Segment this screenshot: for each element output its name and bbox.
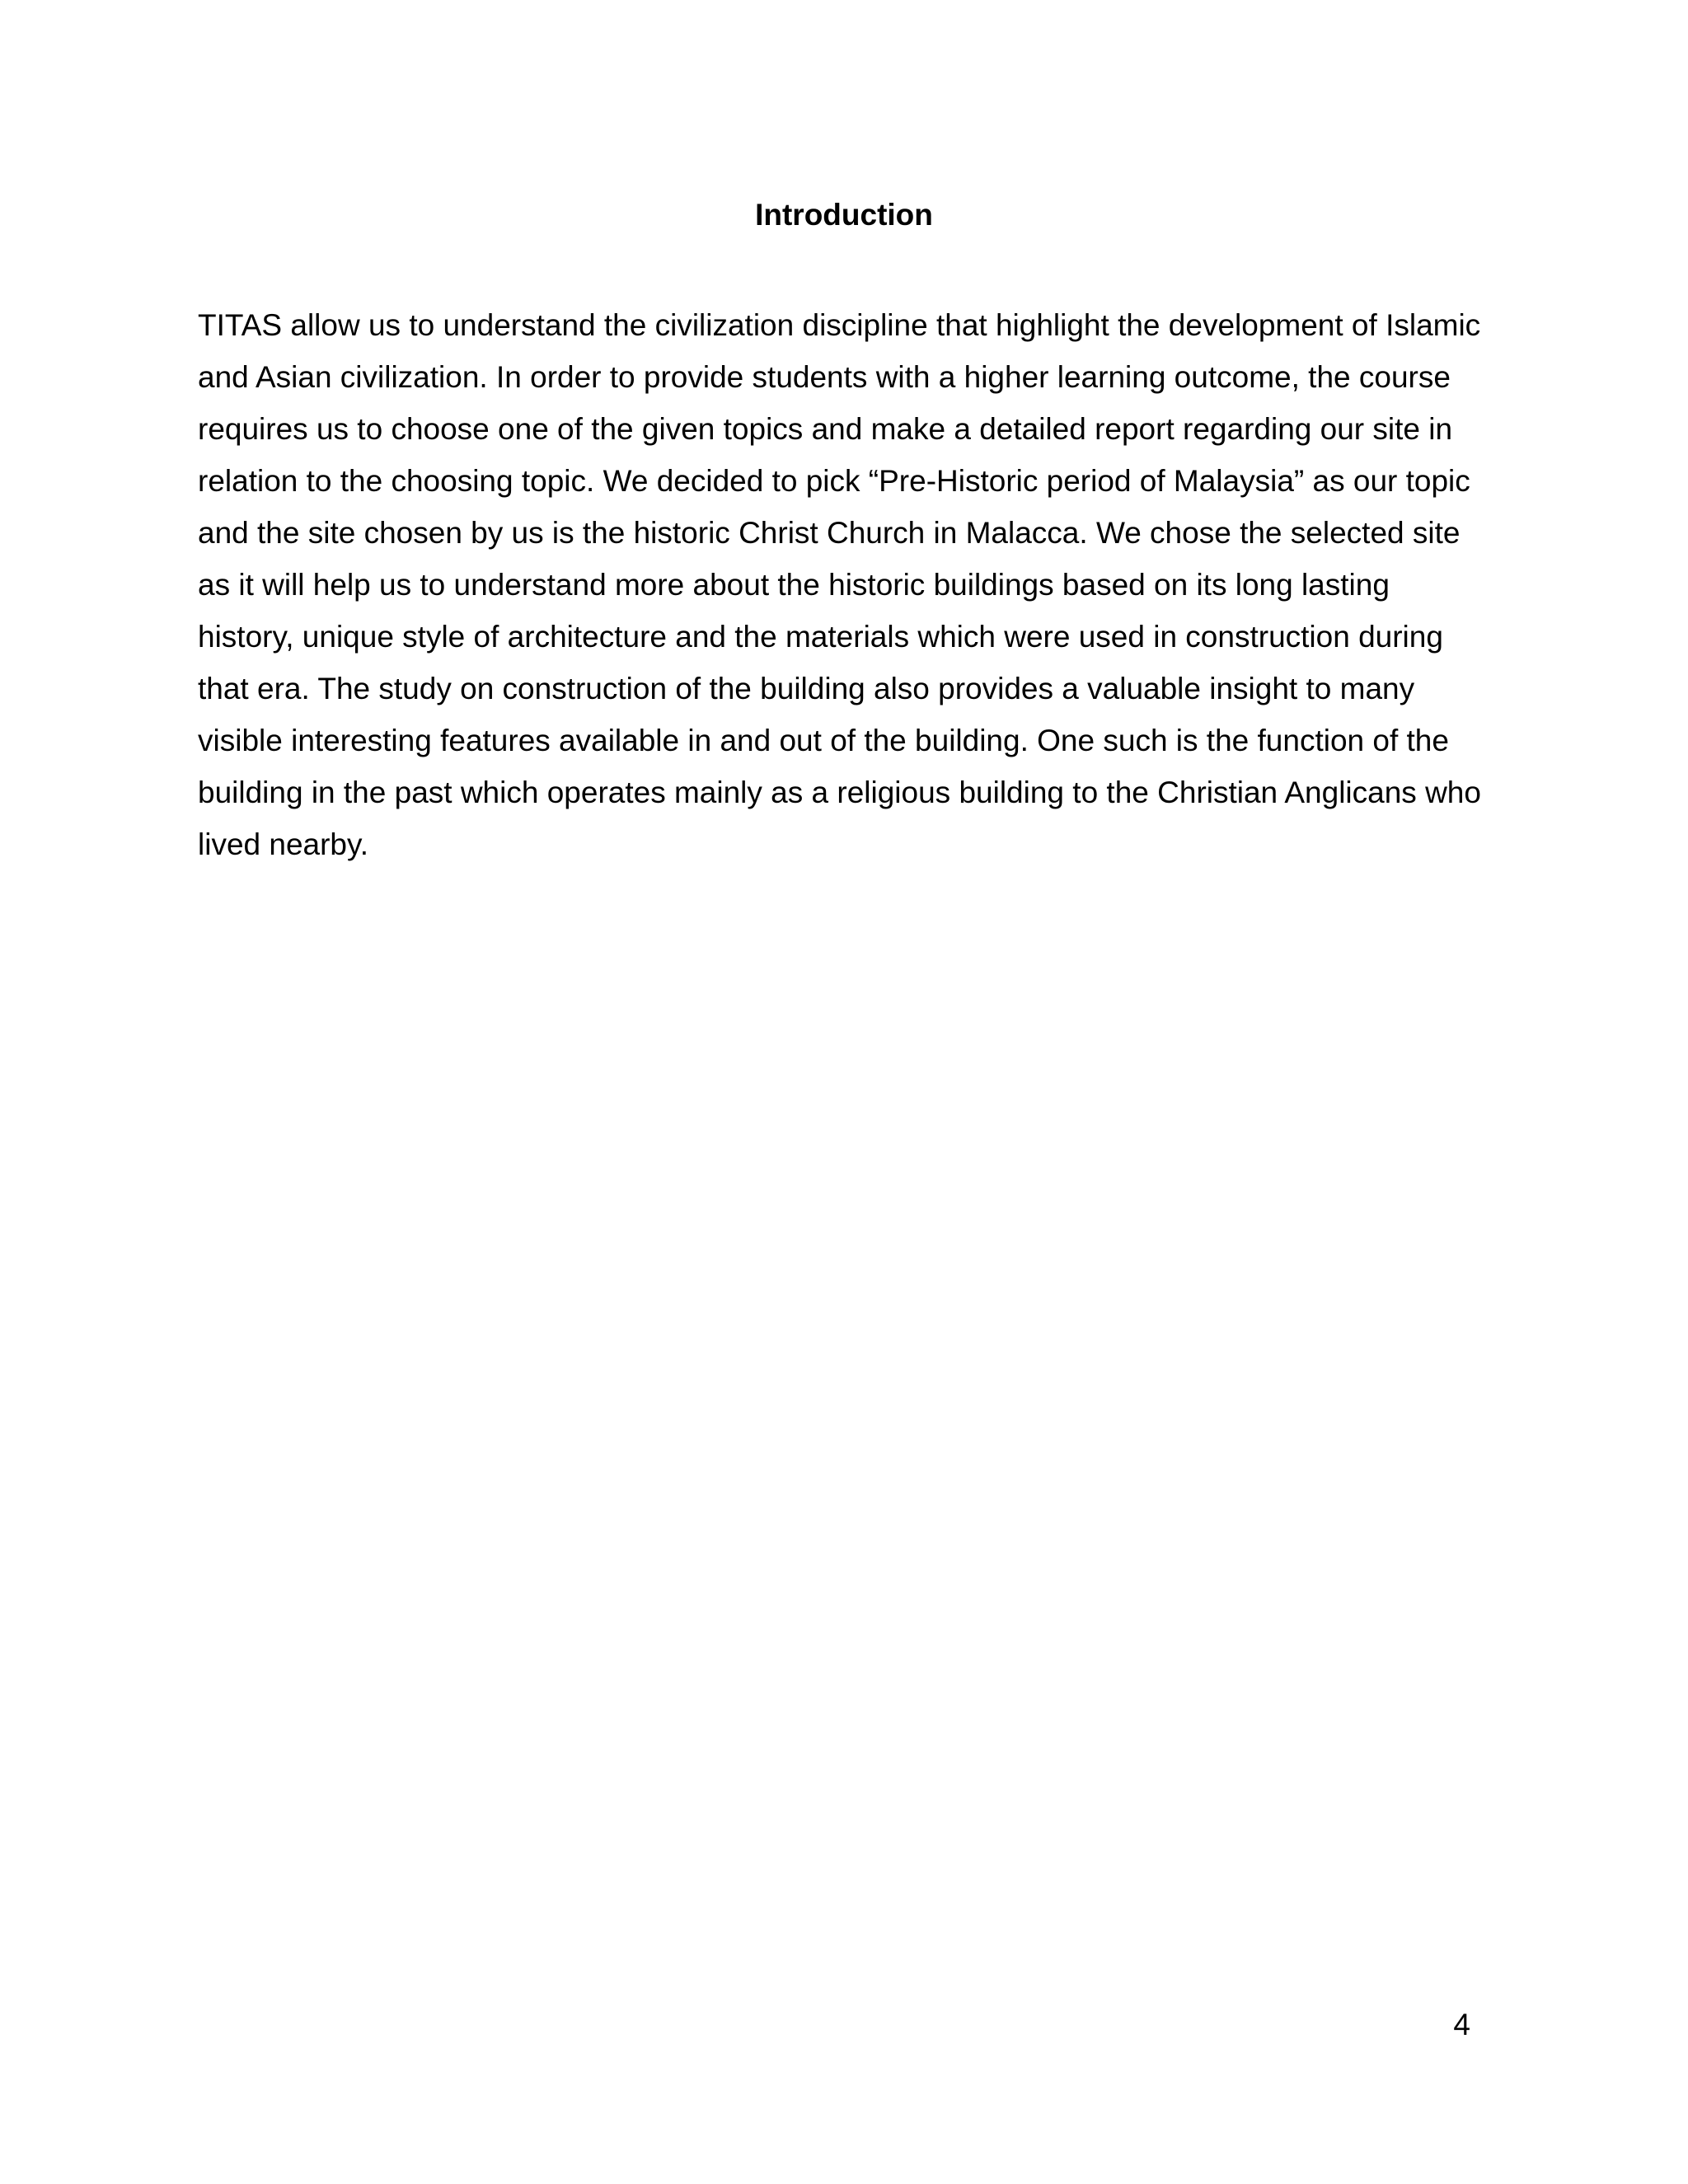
paragraph-line: TITAS allow us to understand the civilization discipline that highlight the development of Islamic — [198, 308, 1481, 342]
paragraph-line: and the site chosen by us is the historic Christ Church in Malacca. We chose the selected site — [198, 516, 1461, 550]
introduction-paragraph — [198, 299, 1517, 870]
paragraph-line: relation to the choosing topic. We decided to pick “Pre-Historic period of Malaysia” as our topic — [198, 464, 1470, 498]
paragraph-line: building in the past which operates mainly as a religious building to the Christian Anglicans who — [198, 776, 1481, 809]
page-number: 4 — [1453, 2008, 1470, 2041]
paragraph-line: as it will help us to understand more about the historic buildings based on its long lasting — [198, 568, 1390, 602]
paragraph-line: lived nearby. — [198, 827, 369, 861]
paragraph-line: requires us to choose one of the given topics and make a detailed report regarding our site in — [198, 412, 1453, 446]
paragraph-line: and Asian civilization. In order to provide students with a higher learning outcome, the course — [198, 360, 1451, 394]
page-title: Introduction — [755, 198, 933, 232]
paragraph-line: that era. The study on construction of the building also provides a valuable insight to many — [198, 672, 1415, 705]
paragraph-line: history, unique style of architecture and the materials which were used in construction during — [198, 620, 1443, 654]
paragraph-line: visible interesting features available in and out of the building. One such is the function of the — [198, 724, 1449, 757]
